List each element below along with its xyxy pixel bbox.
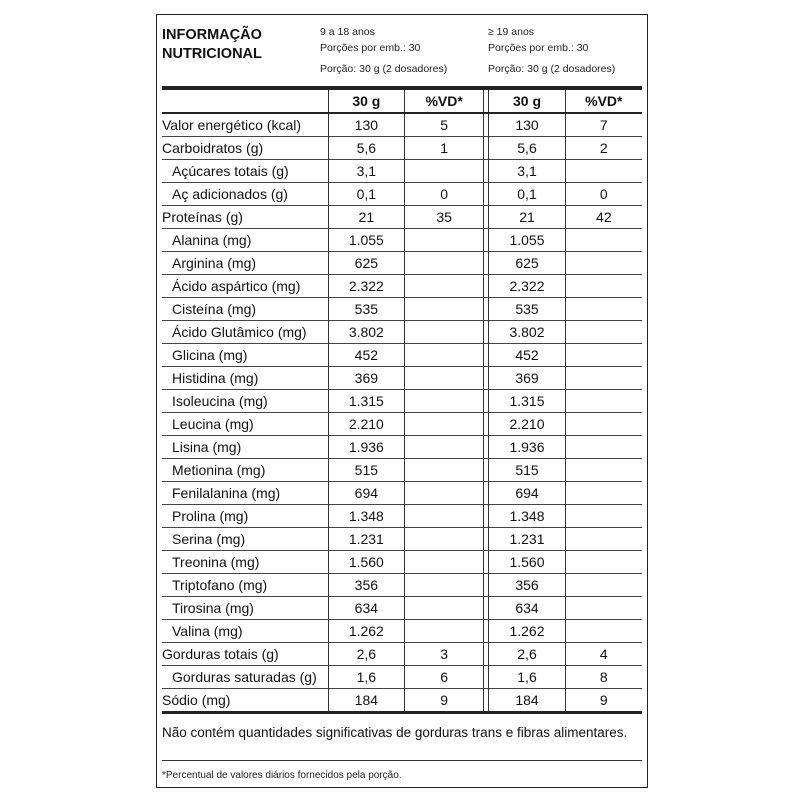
- table-row: [162, 344, 642, 367]
- amount-9-18: 356: [328, 574, 404, 597]
- table-body: [162, 113, 642, 713]
- amount-19-plus: 1.560: [489, 551, 565, 574]
- group-servings: Porções por emb.: 30: [320, 42, 421, 54]
- amount-19-plus: 2,6: [489, 643, 565, 666]
- dv-19-plus: [565, 620, 642, 643]
- dv-19-plus: [565, 252, 642, 275]
- amount-19-plus: 184: [489, 689, 565, 713]
- table-row: [162, 505, 642, 528]
- nutrient-name: Lisina (mg): [162, 436, 328, 459]
- amount-9-18: 1.560: [328, 551, 404, 574]
- header-amount-9-18: 30 g: [328, 88, 404, 113]
- nutrient-name: Metionina (mg): [162, 459, 328, 482]
- dv-19-plus: 42: [596, 209, 612, 225]
- nutrient-name: Carboidratos (g): [162, 137, 328, 160]
- dv-9-18: [405, 367, 484, 390]
- amount-9-18: 515: [328, 459, 404, 482]
- amount-19-plus: 452: [489, 344, 565, 367]
- amount-9-18: 5,6: [328, 137, 404, 160]
- trans-fat-note: Não contém quantidades significativas de gorduras trans e fibras alimentares.: [162, 725, 628, 740]
- title-line-1: INFORMAÇÃO: [162, 27, 262, 43]
- table-row: [162, 482, 642, 505]
- dv-9-18: [405, 574, 484, 597]
- nutrient-name: Alanina (mg): [162, 229, 328, 252]
- nutrition-table: [162, 86, 642, 714]
- table-row: [162, 137, 642, 160]
- amount-19-plus: 1.315: [489, 390, 565, 413]
- amount-9-18: 694: [328, 482, 404, 505]
- dv-19-plus: [565, 505, 642, 528]
- amount-19-plus: 1.348: [489, 505, 565, 528]
- amount-9-18: 625: [328, 252, 404, 275]
- nutrient-name: Fenilalanina (mg): [162, 482, 328, 505]
- nutrient-name: Histidina (mg): [162, 367, 328, 390]
- nutrient-name: Valina (mg): [162, 620, 328, 643]
- amount-19-plus: 2.322: [489, 275, 565, 298]
- nutrient-name: Cisteína (mg): [162, 298, 328, 321]
- amount-9-18: 3.802: [328, 321, 404, 344]
- dv-9-18: 6: [405, 666, 484, 689]
- dv-19-plus: [565, 551, 642, 574]
- dv-9-18: [405, 482, 484, 505]
- dv-19-plus: 2: [599, 140, 608, 156]
- amount-9-18: 3,1: [328, 160, 404, 183]
- dv-19-plus: [565, 482, 642, 505]
- amount-19-plus: 1.055: [489, 229, 565, 252]
- table-row: [162, 321, 642, 344]
- dv-9-18: [405, 597, 484, 620]
- nutrient-name: Açúcares totais (g): [162, 160, 328, 183]
- amount-19-plus: 21: [489, 206, 565, 229]
- table-row: [162, 390, 642, 413]
- nutrient-name: Tirosina (mg): [162, 597, 328, 620]
- table-row: [162, 436, 642, 459]
- dv-9-18: 3: [405, 643, 484, 666]
- nutrient-name: Proteínas (g): [162, 206, 328, 229]
- amount-19-plus: 1.231: [489, 528, 565, 551]
- nutrient-name: Gorduras saturadas (g): [162, 666, 328, 689]
- amount-9-18: 184: [328, 689, 404, 713]
- amount-9-18: 369: [328, 367, 404, 390]
- table-row: [162, 643, 642, 666]
- amount-9-18: 634: [328, 597, 404, 620]
- dv-9-18: [405, 620, 484, 643]
- dv-19-plus: [565, 597, 642, 620]
- amount-19-plus: 1,6: [489, 666, 565, 689]
- nutrient-name: Treonina (mg): [162, 551, 328, 574]
- dv-9-18: [405, 160, 484, 183]
- dv-19-plus: [565, 160, 642, 183]
- amount-19-plus: 634: [489, 597, 565, 620]
- dv-19-plus: [565, 298, 642, 321]
- nutrient-name: Serina (mg): [162, 528, 328, 551]
- amount-9-18: 1.055: [328, 229, 404, 252]
- amount-19-plus: 1.936: [489, 436, 565, 459]
- header-amount-19-plus: 30 g: [489, 88, 565, 113]
- dv-9-18: [405, 321, 484, 344]
- table-row: [162, 113, 642, 137]
- nutrient-name: Prolina (mg): [162, 505, 328, 528]
- amount-9-18: 1.231: [328, 528, 404, 551]
- dv-9-18: 1: [405, 137, 484, 160]
- dv-9-18: 0: [405, 183, 484, 206]
- table-row: [162, 574, 642, 597]
- table-row: [162, 298, 642, 321]
- amount-9-18: 1.315: [328, 390, 404, 413]
- group-age: 9 a 18 anos: [320, 26, 375, 38]
- table-row: [162, 160, 642, 183]
- amount-9-18: 1.262: [328, 620, 404, 643]
- table-row: [162, 666, 642, 689]
- nutrient-name: Leucina (mg): [162, 413, 328, 436]
- group-servings: Porções por emb.: 30: [488, 42, 589, 54]
- dv-19-plus: [565, 275, 642, 298]
- nutrient-name: Ácido aspártico (mg): [162, 275, 328, 298]
- dv-19-plus: [565, 528, 642, 551]
- dv-9-18: 35: [405, 206, 484, 229]
- amount-19-plus: 5,6: [489, 137, 565, 160]
- dv-9-18: [405, 436, 484, 459]
- amount-9-18: 2,6: [328, 643, 404, 666]
- header-dv-9-18: %VD*: [405, 88, 484, 113]
- amount-9-18: 0,1: [328, 183, 404, 206]
- amount-9-18: 1,6: [328, 666, 404, 689]
- group-header-19-plus: [488, 24, 615, 77]
- dv-19-plus: [565, 344, 642, 367]
- nutrient-name: Aç adicionados (g): [162, 183, 328, 206]
- table-row: [162, 459, 642, 482]
- group-portion: Porção: 30 g (2 dosadores): [488, 63, 616, 75]
- amount-19-plus: 3,1: [489, 160, 565, 183]
- amount-19-plus: 369: [489, 367, 565, 390]
- table-row: [162, 275, 642, 298]
- table-row: [162, 528, 642, 551]
- nutrient-name: Triptofano (mg): [162, 574, 328, 597]
- dv-9-18: [405, 505, 484, 528]
- dv-19-plus: [565, 367, 642, 390]
- dv-9-18: [405, 229, 484, 252]
- amount-9-18: 1.936: [328, 436, 404, 459]
- dv-9-18: [405, 390, 484, 413]
- dv-19-plus: [565, 390, 642, 413]
- dv-19-plus: 4: [599, 646, 608, 662]
- group-portion: Porção: 30 g (2 dosadores): [320, 63, 448, 75]
- table-row: [162, 620, 642, 643]
- dv-9-18: [405, 275, 484, 298]
- amount-19-plus: 0,1: [489, 183, 565, 206]
- amount-19-plus: 535: [489, 298, 565, 321]
- dv-19-plus: 9: [599, 692, 608, 708]
- nutrient-name: Arginina (mg): [162, 252, 328, 275]
- table-row: [162, 206, 642, 229]
- dv-19-plus: 7: [599, 117, 608, 133]
- amount-19-plus: 1.262: [489, 620, 565, 643]
- amount-19-plus: 625: [489, 252, 565, 275]
- table-row: [162, 413, 642, 436]
- footnote: *Percentual de valores diários fornecidos pela porção.: [162, 770, 402, 781]
- dv-19-plus: [565, 321, 642, 344]
- dv-9-18: [405, 344, 484, 367]
- title-line-2: NUTRICIONAL: [162, 46, 262, 62]
- amount-9-18: 21: [328, 206, 404, 229]
- dv-9-18: [405, 298, 484, 321]
- nutrient-name: Sódio (mg): [162, 689, 328, 713]
- dv-19-plus: [565, 574, 642, 597]
- footnote-divider: [162, 760, 642, 761]
- amount-9-18: 452: [328, 344, 404, 367]
- dv-9-18: [405, 528, 484, 551]
- amount-19-plus: 2.210: [489, 413, 565, 436]
- amount-19-plus: 356: [489, 574, 565, 597]
- amount-9-18: 2.322: [328, 275, 404, 298]
- dv-19-plus: 8: [599, 669, 608, 685]
- amount-19-plus: 130: [489, 113, 565, 137]
- header-dv-19-plus: %VD*: [585, 93, 623, 109]
- amount-9-18: 2.210: [328, 413, 404, 436]
- dv-19-plus: [565, 459, 642, 482]
- nutrient-name: Ácido Glutâmico (mg): [162, 321, 328, 344]
- table-row: [162, 229, 642, 252]
- dv-9-18: [405, 252, 484, 275]
- dv-9-18: 9: [405, 689, 484, 713]
- amount-19-plus: 694: [489, 482, 565, 505]
- nutrient-name: Glicina (mg): [162, 344, 328, 367]
- dv-9-18: [405, 413, 484, 436]
- amount-9-18: 535: [328, 298, 404, 321]
- dv-19-plus: [565, 229, 642, 252]
- nutrient-name: Isoleucina (mg): [162, 390, 328, 413]
- table-row: [162, 367, 642, 390]
- dv-9-18: [405, 551, 484, 574]
- header-nutrient: [162, 88, 328, 113]
- group-header-9-18: [320, 24, 447, 77]
- table-row: [162, 689, 642, 713]
- nutrient-name: Valor energético (kcal): [162, 113, 328, 137]
- dv-19-plus: [565, 413, 642, 436]
- table-row: [162, 252, 642, 275]
- dv-19-plus: [565, 436, 642, 459]
- table-row: [162, 597, 642, 620]
- amount-19-plus: 515: [489, 459, 565, 482]
- table-row: [162, 551, 642, 574]
- dv-19-plus: 0: [599, 186, 608, 202]
- amount-19-plus: 3.802: [489, 321, 565, 344]
- amount-9-18: 130: [328, 113, 404, 137]
- dv-9-18: [405, 459, 484, 482]
- table-header-row: [162, 88, 642, 113]
- dv-9-18: 5: [405, 113, 484, 137]
- group-age: ≥ 19 anos: [488, 26, 535, 38]
- table-row: [162, 183, 642, 206]
- amount-9-18: 1.348: [328, 505, 404, 528]
- label-title: [162, 26, 262, 64]
- nutrient-name: Gorduras totais (g): [162, 643, 328, 666]
